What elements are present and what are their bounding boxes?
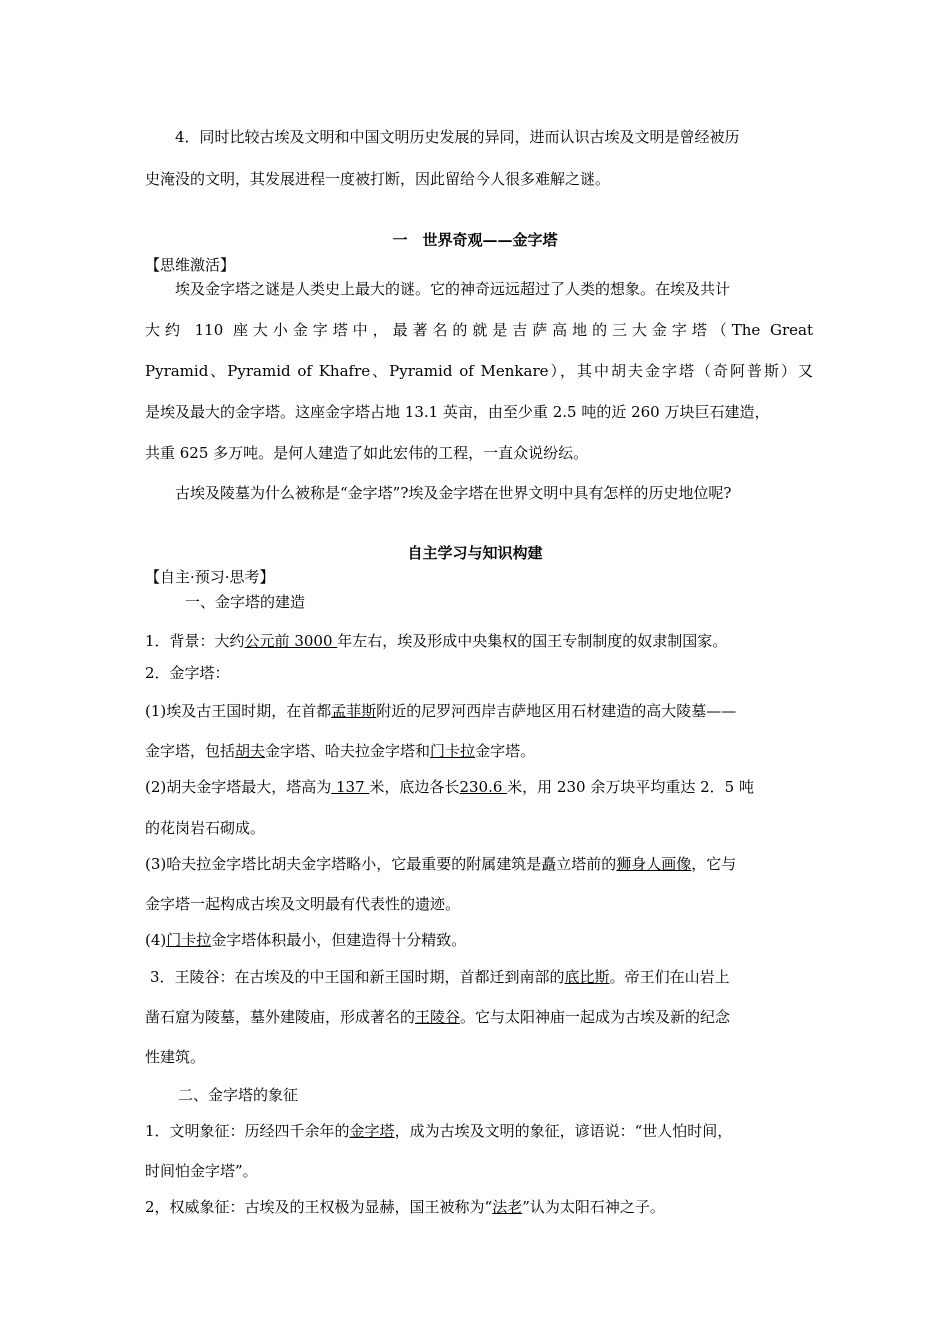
section1-p1-line4: 是埃及最大的金字塔。这座金字塔占地 13.1 英亩，由至少重 2.5 吨的近 260 万块巨石建造，: [145, 403, 770, 421]
valley-line1: 3．王陵谷：在古埃及的中王国和新王国时期，首都迁到南部的底比斯。帝王们在山岩上: [150, 968, 730, 986]
section1-p2: 古埃及陵墓为什么被称是“金字塔”?埃及金字塔在世界文明中具有怎样的历史地位呢?: [175, 484, 732, 502]
symbol1-line1: 1．文明象征：历经四千余年的金字塔，成为古埃及文明的象征，谚语说：“世人怕时间，: [145, 1122, 733, 1140]
section1-p1-line5: 共重 625 多万吨。是何人建造了如此宏伟的工程，一直众说纷纭。: [145, 444, 589, 462]
item4-line: (4)门卡拉金字塔体积最小，但建造得十分精致。: [145, 931, 467, 949]
item2-line1: (2)胡夫金字塔最大，塔高为 137 米，底边各长230.6 米，用 230 余万块平均重达 2．5 吨: [145, 778, 754, 796]
item3-line1: (3)哈夫拉金字塔比胡夫金字塔略小，它最重要的附属建筑是矗立塔前的狮身人画像，它与: [145, 855, 737, 873]
item1-line2: 金字塔，包括胡夫金字塔、哈夫拉金字塔和门卡拉金字塔。: [145, 742, 536, 760]
item3-line2: 金字塔一起构成古埃及文明最有代表性的遗迹。: [145, 895, 461, 913]
heading-building: 一、金字塔的建造: [185, 593, 306, 611]
section1-p1-line2: 大约 110 座大小金字塔中，最著名的就是吉萨高地的三大金字塔（The Great: [145, 321, 813, 339]
section2-tag: 【自主·预习·思考】: [145, 568, 275, 586]
symbol1-line2: 时间怕金字塔”。: [145, 1162, 258, 1180]
item1-line1: (1)埃及古王国时期，在首都孟菲斯附近的尼罗河西岸吉萨地区用石材建造的高大陵墓——: [145, 702, 737, 720]
pyramid-heading: 2．金字塔：: [145, 664, 230, 682]
intro-item4-line1: 4．同时比较古埃及文明和中国文明历史发展的异同，进而认识古埃及文明是曾经被历: [175, 128, 740, 146]
valley-line2: 凿石窟为陵墓，墓外建陵庙，形成著名的王陵谷。它与太阳神庙一起成为古埃及新的纪念: [145, 1008, 731, 1026]
section1-p1-line1: 埃及金字塔之谜是人类史上最大的谜。它的神奇远远超过了人类的想象。在埃及共计: [175, 280, 731, 298]
intro-item4-line2: 史淹没的文明，其发展进程一度被打断，因此留给今人很多难解之谜。: [145, 170, 611, 188]
symbol2-line: 2，权威象征：古埃及的王权极为显赫，国王被称为“法老”认为太阳石神之子。: [145, 1198, 665, 1216]
item2-line2: 的花岗岩石砌成。: [145, 819, 266, 837]
section1-title: 一 世界奇观——金字塔: [392, 231, 558, 249]
background-line: 1．背景：大约公元前 3000 年左右，埃及形成中央集权的国王专制制度的奴隶制国家。: [145, 632, 728, 650]
heading-symbol: 二、金字塔的象征: [178, 1086, 299, 1104]
section1-p1-line3: Pyramid、Pyramid of Khafre、Pyramid of Menkare），其中胡夫金字塔（奇阿普斯）又: [145, 362, 813, 380]
section2-title: 自主学习与知识构建: [407, 544, 543, 562]
valley-line3: 性建筑。: [145, 1048, 206, 1066]
section1-tag: 【思维激活】: [145, 256, 236, 274]
